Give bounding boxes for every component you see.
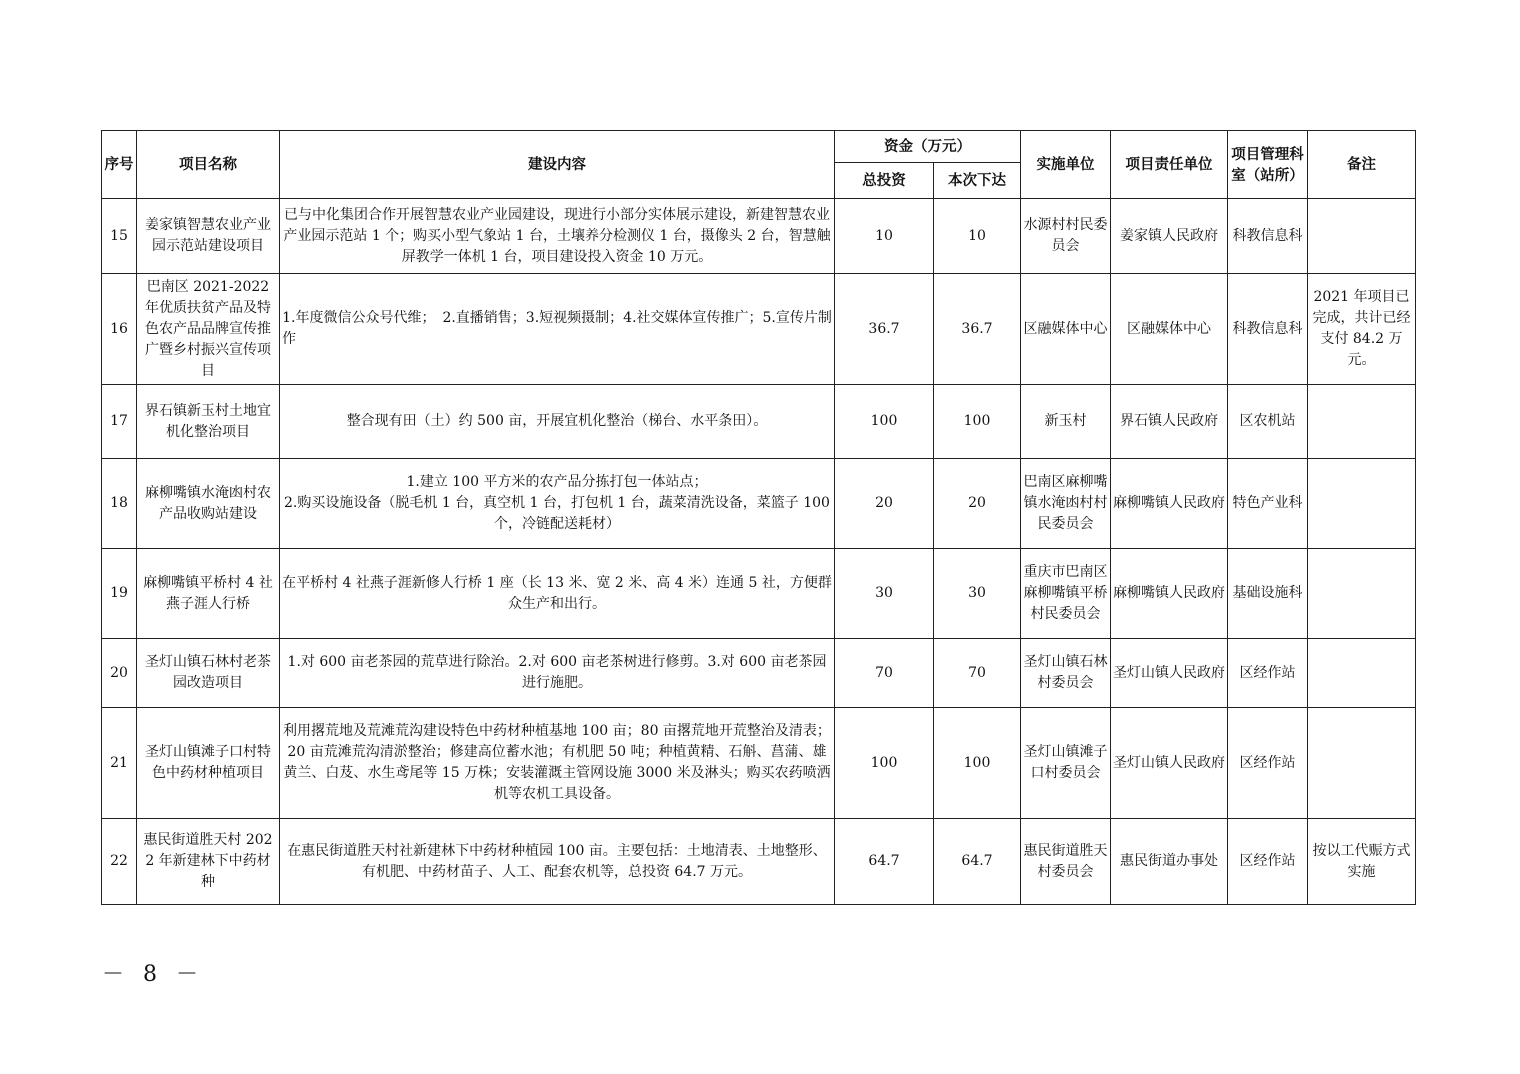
cell-project-name: 麻柳嘴镇水淹凼村农产品收购站建设 <box>137 459 280 549</box>
cell-total: 64.7 <box>835 819 934 905</box>
cell-resp-unit: 麻柳嘴镇人民政府 <box>1111 459 1228 549</box>
cell-project-name: 姜家镇智慧农业产业园示范站建设项目 <box>137 199 280 274</box>
table-row <box>102 199 1416 274</box>
cell-issued: 64.7 <box>934 819 1021 905</box>
cell-impl-unit: 圣灯山镇石林村委员会 <box>1021 639 1111 708</box>
cell-mgmt-dept: 区农机站 <box>1228 385 1308 459</box>
cell-project-name: 麻柳嘴镇平桥村 4 社燕子涯人行桥 <box>137 549 280 639</box>
cell-no: 15 <box>102 199 137 274</box>
cell-total: 100 <box>835 708 934 819</box>
cell-issued: 30 <box>934 549 1021 639</box>
cell-note <box>1308 549 1416 639</box>
cell-resp-unit: 圣灯山镇人民政府 <box>1111 708 1228 819</box>
cell-content: 利用撂荒地及荒滩荒沟建设特色中药材种植基地 100 亩；80 亩撂荒地开荒整治及清表；20 亩荒滩荒沟清淤整治；修建高位蓄水池；有机肥 50 吨；种植黄精、石斛、菖蒲、雄黄兰、白芨、水生鸢尾等 15 万株；安装灌溉主管网设施 3000 米及淋头；购买农药喷洒机等农机工具设备。 <box>280 708 835 819</box>
cell-issued: 10 <box>934 199 1021 274</box>
cell-content: 1.年度微信公众号代维； 2.直播销售；3.短视频摄制；4.社交媒体宣传推广；5.宣传片制作 <box>280 274 835 385</box>
cell-content: 在惠民街道胜天村社新建林下中药材种植园 100 亩。主要包括：土地清表、土地整形、有机肥、中药材苗子、人工、配套农机等，总投资 64.7 万元。 <box>280 819 835 905</box>
cell-no: 22 <box>102 819 137 905</box>
cell-note: 2021 年项目已完成，共计已经支付 84.2 万元。 <box>1308 274 1416 385</box>
project-table <box>101 130 1416 905</box>
cell-resp-unit: 麻柳嘴镇人民政府 <box>1111 549 1228 639</box>
cell-impl-unit: 巴南区麻柳嘴镇水淹凼村村民委员会 <box>1021 459 1111 549</box>
cell-project-name: 惠民街道胜天村 2022 年新建林下中药材种 <box>137 819 280 905</box>
cell-issued: 100 <box>934 385 1021 459</box>
header-note: 备注 <box>1308 131 1416 199</box>
cell-no: 17 <box>102 385 137 459</box>
cell-impl-unit: 区融媒体中心 <box>1021 274 1111 385</box>
cell-mgmt-dept: 区经作站 <box>1228 819 1308 905</box>
cell-impl-unit: 新玉村 <box>1021 385 1111 459</box>
cell-resp-unit: 姜家镇人民政府 <box>1111 199 1228 274</box>
header-issued: 本次下达 <box>934 163 1021 199</box>
header-no: 序号 <box>102 131 137 199</box>
cell-note: 按以工代赈方式实施 <box>1308 819 1416 905</box>
cell-total: 70 <box>835 639 934 708</box>
cell-note <box>1308 639 1416 708</box>
table-row <box>102 274 1416 385</box>
cell-issued: 100 <box>934 708 1021 819</box>
cell-resp-unit: 惠民街道办事处 <box>1111 819 1228 905</box>
cell-project-name: 圣灯山镇石林村老茶园改造项目 <box>137 639 280 708</box>
cell-mgmt-dept: 区经作站 <box>1228 639 1308 708</box>
cell-impl-unit: 圣灯山镇滩子口村委员会 <box>1021 708 1111 819</box>
table-row <box>102 819 1416 905</box>
header-funds: 资金（万元） <box>835 131 1021 163</box>
cell-issued: 70 <box>934 639 1021 708</box>
cell-total: 20 <box>835 459 934 549</box>
cell-issued: 36.7 <box>934 274 1021 385</box>
cell-resp-unit: 区融媒体中心 <box>1111 274 1228 385</box>
cell-project-name: 巴南区 2021-2022 年优质扶贫产品及特色农产品品牌宣传推广暨乡村振兴宣传项目 <box>137 274 280 385</box>
content-line: 1.建立 100 平方米的农产品分拣打包一体站点； <box>406 474 708 490</box>
header-total-invest: 总投资 <box>835 163 934 199</box>
cell-note <box>1308 385 1416 459</box>
cell-note <box>1308 199 1416 274</box>
cell-impl-unit: 惠民街道胜天村委员会 <box>1021 819 1111 905</box>
content-line: 2.购买设施设备（脱毛机 1 台，真空机 1 台，打包机 1 台，蔬菜清洗设备，菜篮子 100 个，冷链配送耗材） <box>284 495 830 532</box>
cell-mgmt-dept: 科教信息科 <box>1228 199 1308 274</box>
header-impl-unit: 实施单位 <box>1021 131 1111 199</box>
table-row <box>102 708 1416 819</box>
cell-total: 10 <box>835 199 934 274</box>
cell-content <box>280 459 835 549</box>
cell-total: 100 <box>835 385 934 459</box>
cell-note <box>1308 708 1416 819</box>
cell-no: 21 <box>102 708 137 819</box>
table-row <box>102 639 1416 708</box>
cell-content: 已与中化集团合作开展智慧农业产业园建设，现进行小部分实体展示建设，新建智慧农业产业园示范站 1 个；购买小型气象站 1 台，土壤养分检测仪 1 台，摄像头 2 台，智慧触屏教学一体机 1 台，项目建设投入资金 10 万元。 <box>280 199 835 274</box>
cell-mgmt-dept: 基础设施科 <box>1228 549 1308 639</box>
cell-no: 19 <box>102 549 137 639</box>
cell-total: 36.7 <box>835 274 934 385</box>
cell-resp-unit: 圣灯山镇人民政府 <box>1111 639 1228 708</box>
cell-mgmt-dept: 科教信息科 <box>1228 274 1308 385</box>
header-resp-unit: 项目责任单位 <box>1111 131 1228 199</box>
cell-note <box>1308 459 1416 549</box>
cell-total: 30 <box>835 549 934 639</box>
cell-mgmt-dept: 特色产业科 <box>1228 459 1308 549</box>
cell-mgmt-dept: 区经作站 <box>1228 708 1308 819</box>
header-project-name: 项目名称 <box>137 131 280 199</box>
cell-content: 1.对 600 亩老茶园的荒草进行除治。2.对 600 亩老茶树进行修剪。3.对 600 亩老茶园进行施肥。 <box>280 639 835 708</box>
cell-no: 18 <box>102 459 137 549</box>
cell-impl-unit: 重庆市巴南区麻柳嘴镇平桥村民委员会 <box>1021 549 1111 639</box>
cell-no: 20 <box>102 639 137 708</box>
table-row <box>102 549 1416 639</box>
cell-project-name: 圣灯山镇滩子口村特色中药材种植项目 <box>137 708 280 819</box>
table-row <box>102 459 1416 549</box>
table-row <box>102 385 1416 459</box>
page-number: － 8 － <box>102 962 204 987</box>
header-content: 建设内容 <box>280 131 835 199</box>
cell-resp-unit: 界石镇人民政府 <box>1111 385 1228 459</box>
cell-content: 整合现有田（土）约 500 亩，开展宜机化整治（梯台、水平条田）。 <box>280 385 835 459</box>
cell-issued: 20 <box>934 459 1021 549</box>
cell-no: 16 <box>102 274 137 385</box>
cell-content: 在平桥村 4 社燕子涯新修人行桥 1 座（长 13 米、宽 2 米、高 4 米）连通 5 社，方便群众生产和出行。 <box>280 549 835 639</box>
header-mgmt-dept: 项目管理科室（站所） <box>1228 131 1308 199</box>
cell-project-name: 界石镇新玉村土地宜机化整治项目 <box>137 385 280 459</box>
cell-impl-unit: 水源村村民委员会 <box>1021 199 1111 274</box>
